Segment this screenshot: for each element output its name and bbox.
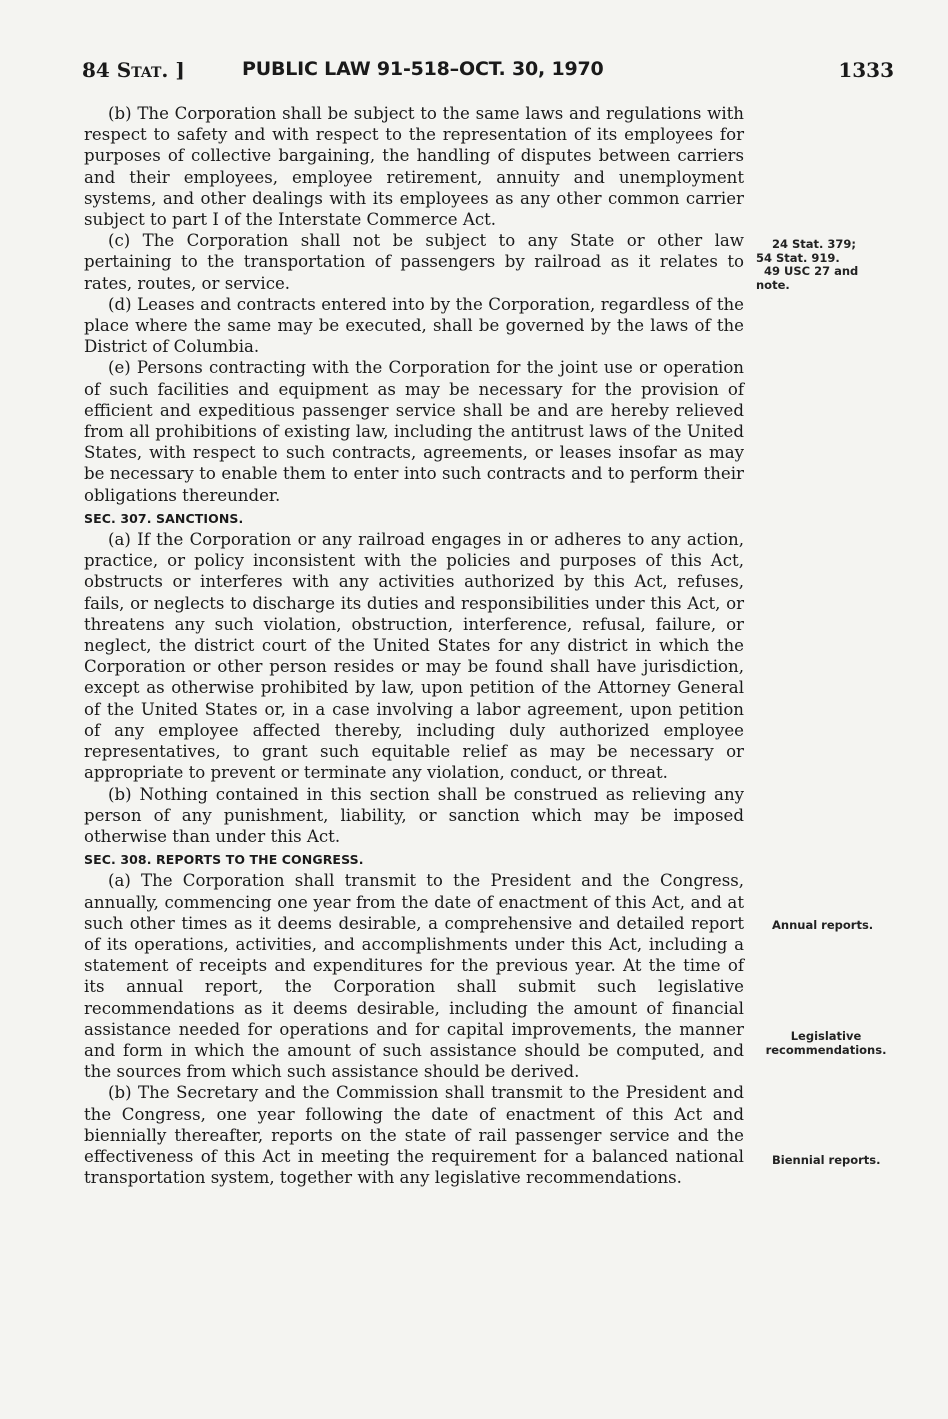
- margin-note-biennial-reports: Biennial reports.: [772, 1153, 881, 1167]
- margin-note-legislative-recommendations: [756, 1030, 896, 1057]
- margin-note-line: 54 Stat. 919.: [756, 250, 840, 265]
- section-307-heading: SEC. 307. SANCTIONS.: [84, 510, 244, 526]
- margin-note-line: Legislative: [790, 1029, 862, 1043]
- law-title: PUBLIC LAW 91-518–OCT. 30, 1970: [242, 58, 604, 80]
- paragraph-306-d: (d) Leases and contracts entered into by the Corporation, regardless of the place where the same may be executed, shall be governed by the laws of the District of Columbia.: [84, 294, 744, 357]
- paragraph-306-e: (e) Persons contracting with the Corporation for the joint use or operation of such facilities and equipment as may be necessary for the provision of efficient and expeditious passenger service shall be and are hereby relieved from all prohibitions of existing law, including the antitrust laws of the United States, with respect to such contracts, agreements, or leases insofar as may be necessary to enable them to enter into such contracts and to perform their obligations thereunder.: [84, 358, 744, 505]
- page-header: [82, 58, 894, 84]
- paragraph-306-c: (c) The Corporation shall not be subject to any State or other law pertaining to the transportation of passengers by railroad as it relates to rates, routes, or service.: [84, 231, 744, 293]
- paragraph-307-b: (b) Nothing contained in this section shall be construed as relieving any person of any punishment, liability, or sanction which may be imposed otherwise than under this Act.: [84, 784, 744, 846]
- paragraph-307-a: (a) If the Corporation or any railroad engages in or adheres to any action, practice, or policy inconsistent with the policies and purposes of this Act, obstructs or interferes with any activities authorized by this Act, refuses, fails, or neglects to discharge its duties and responsibilities under this Act, or threatens any such violation, obstruction, interference, refusal, failure, or neglect, the district court of the United States for any district in which the Corporation or other person resides or may be found shall have jurisdiction, except as otherwise prohibited by law, upon petition of the Attorney General of the United States or, in a case involving a labor agreement, upon petition of any employee affected thereby, including duly authorized employee representatives, to grant such equitable relief as may be necessary or appropriate to prevent or terminate any violation, conduct, or threat.: [84, 530, 744, 783]
- margin-note-line: 49 USC 27 and: [764, 264, 859, 278]
- paragraph-308-b: (b) The Secretary and the Commission shall transmit to the President and the Congress, one year following the date of enactment of this Act and biennially thereafter, reports on the state of rail passenger service and the effectiveness of this Act in meeting the requirement for a balanced national transportation system, together with any legislative recommendations.: [84, 1083, 744, 1188]
- statute-reference: 84 Stat. ]: [82, 58, 185, 82]
- law-text: [84, 103, 744, 1188]
- paragraph-308-a: (a) The Corporation shall transmit to the President and the Congress, annually, commencing one year from the date of enactment of this Act, and at such other times as it deems desirable, a comprehensive and detailed report of its operations, activities, and accomplishments under this Act, including a statement of receipts and expenditures for the previous year. At the time of its annual report, the Corporation shall submit such legislative recommendations as it deems desirable, including the amount of financial assistance needed for operations and for capital improvements, the manner and form in which the amount of such assistance should be computed, and the sources from which such assistance should be derived.: [84, 871, 744, 1082]
- section-308-heading: SEC. 308. REPORTS TO THE CONGRESS.: [84, 852, 364, 868]
- margin-note-line: 24 Stat. 379;: [772, 237, 857, 251]
- margin-note-line: note.: [756, 277, 790, 292]
- margin-note-annual-reports: Annual reports.: [772, 918, 874, 932]
- paragraph-306-b: (b) The Corporation shall be subject to the same laws and regulations with respect to safety and with respect to the representation of its employees for purposes of collective bargaining, the handling of disputes between carriers and their employees, employee retirement, annuity and unemployment systems, and other dealings with its employees as any other common carrier subject to part I of the Interstate Commerce Act.: [84, 104, 744, 230]
- margin-note-line: recommendations.: [765, 1042, 887, 1057]
- page-number: 1333: [838, 58, 894, 82]
- margin-note-statute-citations: [756, 238, 896, 292]
